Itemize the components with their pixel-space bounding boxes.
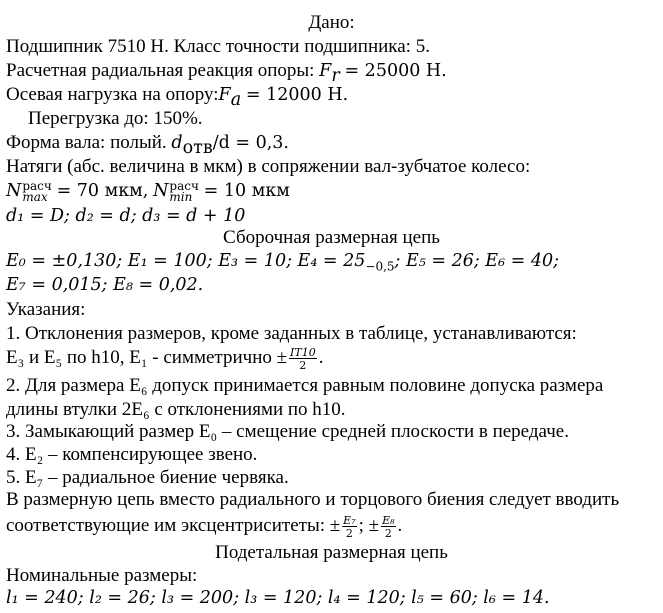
axial-load-var: F (218, 85, 231, 105)
note-6-separator: ; ± (358, 515, 380, 536)
note-1-denominator: 2 (299, 358, 307, 372)
note-2-line-2: длины втулки 2E₆ с отклонениями по h10. (6, 399, 346, 420)
assembly-values-1-rest: ; E₅ = 26; E₆ = 40; (394, 251, 560, 271)
axial-load-sub: a (230, 89, 242, 110)
nominal-values: l₁ = 240; l₂ = 26; l₃ = 200; l₃ = 120; l₄ = 120; l₅ = 60; l₆ = 14. (6, 588, 550, 608)
bearing-line: Подшипник 7510 Н. Класс точности подшипника: 5. (6, 36, 430, 57)
radial-load-label: Расчетная радиальная реакция опоры: (6, 60, 315, 81)
nmax-sub: max (22, 189, 48, 204)
nmin-sup: расч (169, 178, 199, 193)
nmin-value: = 10 мкм (203, 181, 290, 201)
shaft-label: Форма вала: полый. (6, 132, 167, 153)
diameters-line: d₁ = D; d₂ = d; d₃ = d + 10 (6, 206, 246, 226)
note-6-fraction-1 (342, 515, 356, 539)
note-1: 1. Отклонения размеров, кроме заданных в таблице, устанавливаются: (6, 323, 577, 344)
shaft-var: d (171, 133, 183, 153)
note-6-fraction-2-den: 2 (384, 526, 392, 540)
note-6-line-1: В размерную цепь вместо радиального и торцового биения следует вводить (6, 489, 620, 510)
radial-load-var: F (319, 61, 332, 81)
note-6-fraction-2 (381, 515, 395, 539)
radial-load-line (6, 59, 447, 86)
note-6-fraction-1-num: E₇ (343, 513, 356, 527)
note-1-formula-text: E₃ и E₅ по h10, E₁ - симметрично ± (6, 347, 288, 368)
assembly-e4-tolerance: −0,5 (365, 259, 395, 274)
note-6-fraction-2-num: E₈ (382, 513, 395, 527)
detail-chain-title: Подетальная размерная цепь (215, 542, 448, 563)
interference-values: N расч max = 70 мкм, N расч min = 10 мкм (6, 178, 290, 204)
overload-line: Перегрузка до: 150%. (28, 108, 203, 129)
nmin-sub: min (169, 189, 193, 204)
note-1-fraction (289, 347, 317, 371)
nmax-value: = 70 мкм, (56, 181, 149, 201)
note-6-text: соответствующие им эксцентриситеты: ± (6, 515, 341, 536)
note-6-end: . (397, 515, 403, 536)
shaft-ratio: /d = 0,3. (212, 133, 289, 153)
radial-load-value: = 25000 Н. (344, 61, 447, 81)
assembly-values-1: E₀ = ±0,130; E₁ = 100; E₃ = 10; E₄ = 25 (6, 251, 366, 271)
assembly-chain-line-2: E₇ = 0,015; E₈ = 0,02. (6, 275, 204, 295)
note-4: 4. E₂ – компенсирующее звено. (6, 444, 258, 465)
radial-load-sub: r (331, 65, 340, 86)
note-6-fraction-1-den: 2 (345, 526, 353, 540)
note-5: 5. E₇ – радиальное биение червяка. (6, 467, 289, 488)
notes-title: Указания: (6, 299, 86, 320)
note-1-end: . (318, 347, 324, 368)
assembly-chain-line-1 (6, 250, 559, 273)
note-6-line-2 (6, 514, 402, 539)
shaft-line (6, 131, 289, 158)
note-2-line-1: 2. Для размера E₆ допуск принимается равным половине допуска размера (6, 375, 604, 396)
note-1-numerator: IT10 (290, 345, 316, 359)
note-1-formula (6, 346, 323, 371)
axial-load-value: = 12000 Н. (245, 85, 349, 105)
interference-line: Натяги (абс. величина в мкм) в сопряжении вал-зубчатое колесо: (6, 156, 531, 177)
note-3: 3. Замыкающий размер E₀ – смещение средней плоскости в передаче. (6, 421, 569, 442)
shaft-sub: отв (182, 137, 213, 158)
nmax-sup: расч (22, 178, 52, 193)
axial-load-line (6, 83, 349, 110)
heading: Дано: (308, 12, 355, 33)
axial-load-label: Осевая нагрузка на опору: (6, 84, 219, 105)
nominal-label: Номинальные размеры: (6, 565, 198, 586)
assembly-chain-title: Сборочная размерная цепь (223, 227, 440, 248)
